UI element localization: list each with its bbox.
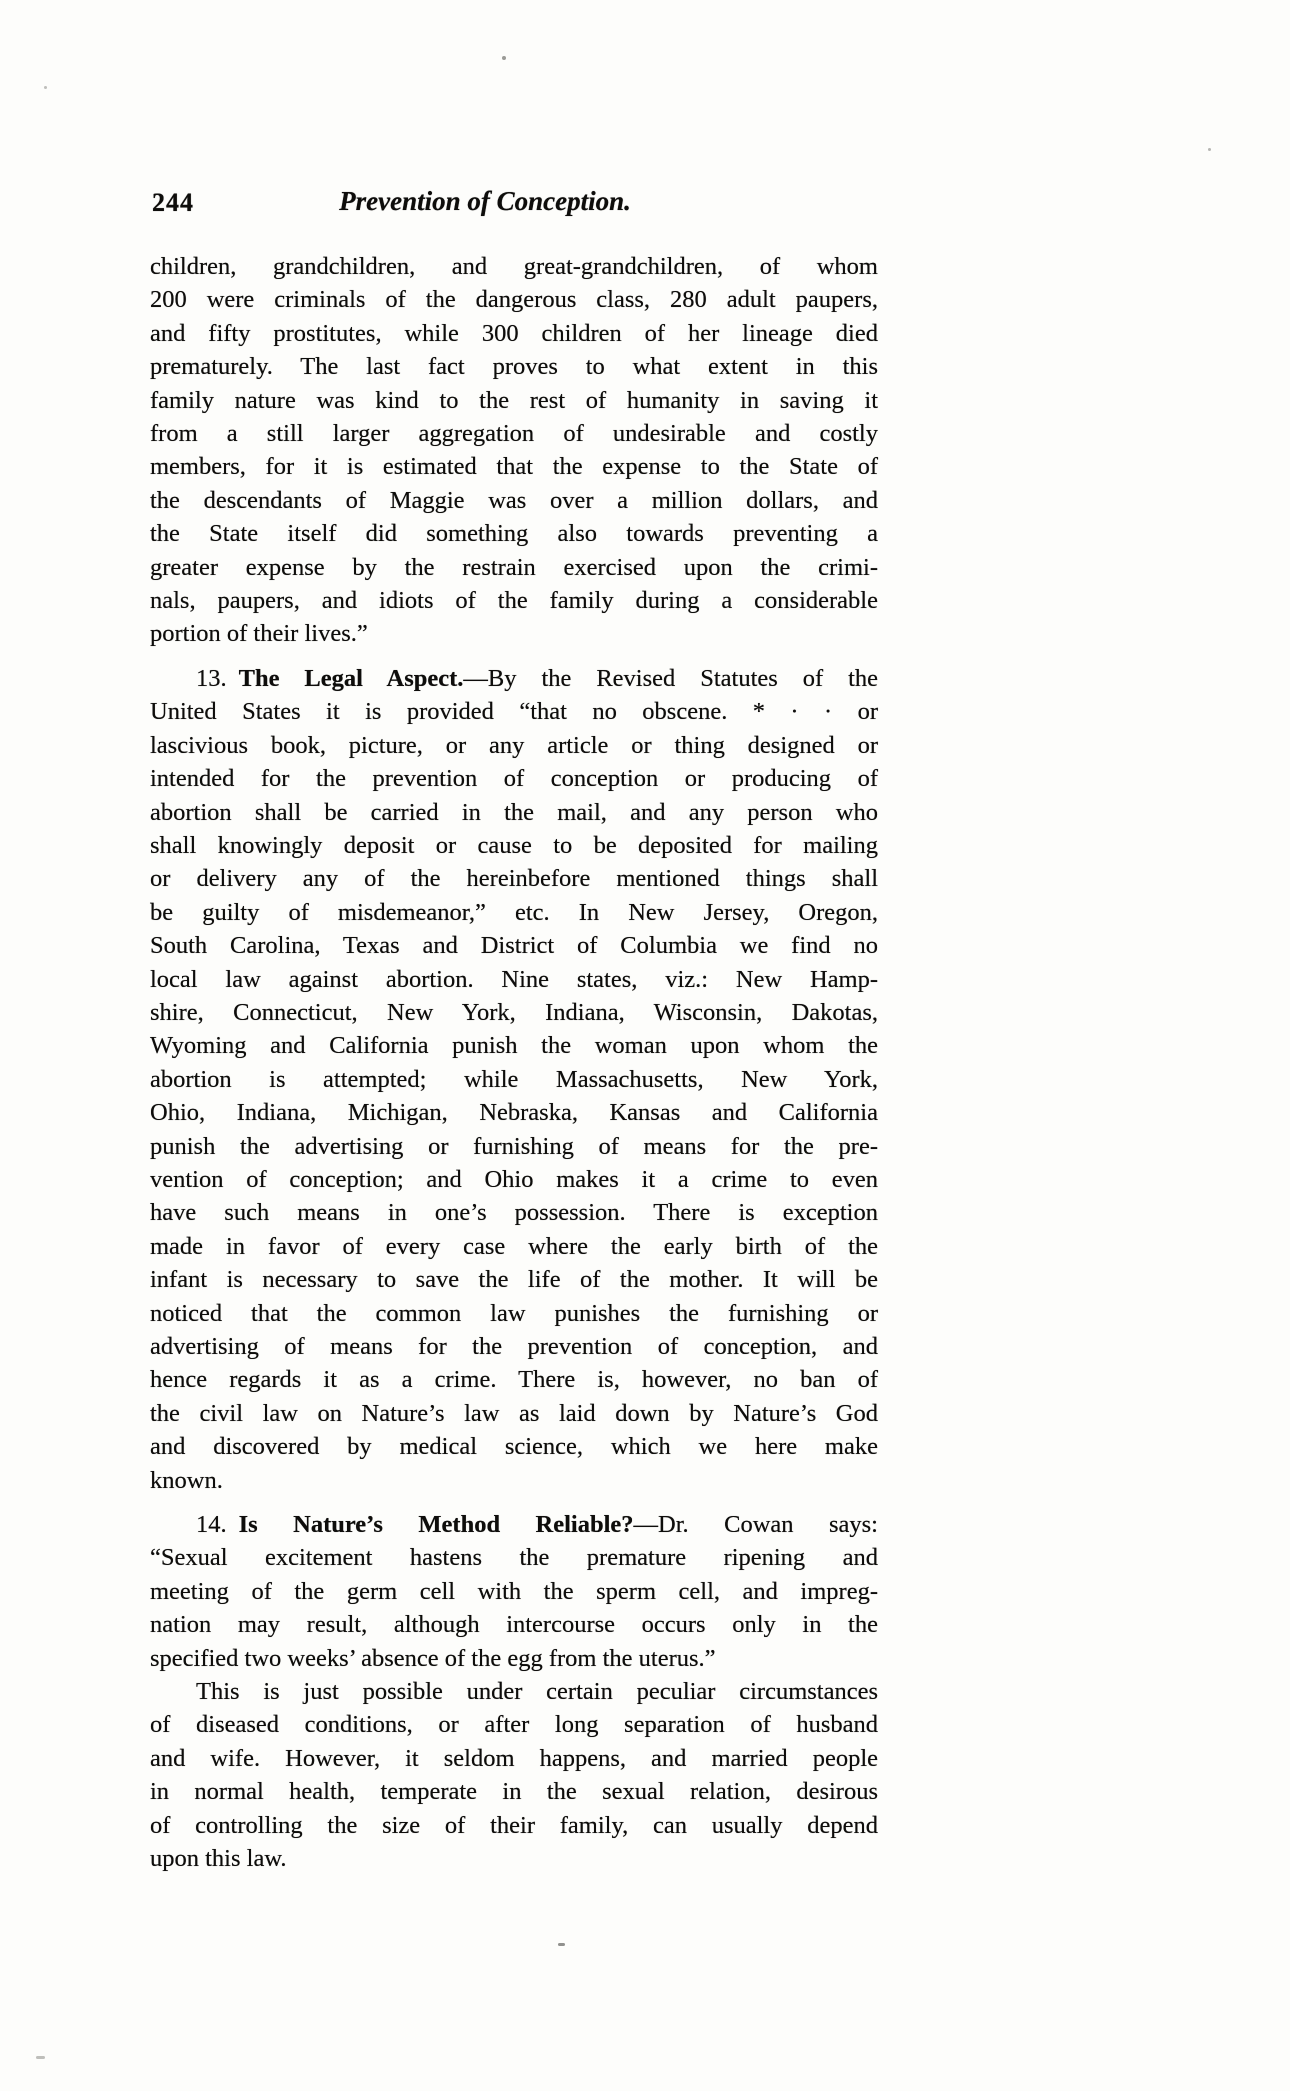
closing-paragraph [150, 1675, 878, 1875]
section-number: 14. [196, 1511, 227, 1539]
text-line: the civil law on Nature’s law as laid down by Nature’s God [150, 1399, 878, 1427]
text-line: local law against abortion. Nine states, viz.: New Hamp- [150, 965, 878, 993]
text-line: 200 were criminals of the dangerous class, 280 adult paupers, [150, 286, 878, 314]
page-content [150, 186, 878, 1876]
page-header [150, 186, 878, 224]
text-line: portion of their lives.” [150, 620, 368, 648]
text-line: and fifty prostitutes, while 300 children of her lineage died [150, 319, 878, 347]
text-line: of diseased conditions, or after long separation of husband [150, 1711, 878, 1739]
text-line: members, for it is estimated that the expense to the State of [150, 453, 878, 481]
text-line: shall knowingly deposit or cause to be deposited for mailing [150, 831, 878, 859]
section-heading-line [150, 662, 878, 695]
text-line: prematurely. The last fact proves to what extent in this [150, 353, 878, 381]
section-number: 13. [196, 664, 227, 692]
text-line: United States it is provided “that no obscene. * · · or [150, 698, 878, 726]
text-line: abortion is attempted; while Massachusetts, New York, [150, 1065, 878, 1093]
text-line: upon this law. [150, 1845, 287, 1873]
text-line: made in favor of every case where the early birth of the [150, 1232, 878, 1260]
page-number: 244 [152, 188, 194, 217]
text-line: abortion shall be carried in the mail, and any person who [150, 798, 878, 826]
scan-artifact [558, 1943, 565, 1946]
text-line: meeting of the germ cell with the sperm cell, and impreg- [150, 1577, 878, 1605]
section-heading-line [150, 1508, 878, 1541]
scan-artifact [44, 86, 47, 89]
scan-artifact [502, 56, 506, 60]
paragraph-continuation [150, 250, 878, 651]
section-title: Is Nature’s Method Reliable? [238, 1511, 634, 1539]
text-line: punish the advertising or furnishing of means for the pre- [150, 1132, 878, 1160]
text-line: the descendants of Maggie was over a million dollars, and [150, 486, 878, 514]
text-line: family nature was kind to the rest of humanity in saving it [150, 386, 878, 414]
text-line: Ohio, Indiana, Michigan, Nebraska, Kansas and California [150, 1099, 878, 1127]
text-line: of controlling the size of their family, can usually depend [150, 1811, 878, 1839]
text-line: greater expense by the restrain exercised upon the crimi- [150, 553, 878, 581]
text-line: intended for the prevention of conception or producing of [150, 765, 878, 793]
text-line: have such means in one’s possession. There is exception [150, 1199, 878, 1227]
text-line: and wife. However, it seldom happens, and married people [150, 1744, 878, 1772]
text-line: infant is necessary to save the life of the mother. It will be [150, 1266, 878, 1294]
text-line: in normal health, temperate in the sexual relation, desirous [150, 1778, 878, 1806]
text-line: from a still larger aggregation of undesirable and costly [150, 420, 878, 448]
text-line: lascivious book, picture, or any article or thing designed or [150, 731, 878, 759]
text-line: noticed that the common law punishes the furnishing or [150, 1299, 878, 1327]
text-line: be guilty of misdemeanor,” etc. In New Jersey, Oregon, [150, 898, 878, 926]
text-line: This is just possible under certain peculiar circumstances [196, 1678, 878, 1706]
scan-artifact [1208, 148, 1211, 151]
section-lead-text: —Dr. Cowan says: [633, 1511, 878, 1539]
text-line: vention of conception; and Ohio makes it a crime to even [150, 1165, 878, 1193]
text-line: hence regards it as a crime. There is, however, no ban of [150, 1366, 878, 1394]
text-line: the State itself did something also towards preventing a [150, 520, 878, 548]
text-line: children, grandchildren, and great-grandchildren, of whom [150, 253, 878, 280]
section-title: The Legal Aspect. [238, 664, 464, 692]
text-line: known. [150, 1466, 223, 1494]
text-line: Wyoming and California punish the woman upon whom the [150, 1032, 878, 1060]
text-line: specified two weeks’ absence of the egg from the uterus.” [150, 1644, 716, 1672]
scan-artifact [36, 2056, 45, 2059]
section-14-is-natures-method-reliable [150, 1508, 878, 1675]
text-line: nation may result, although intercourse occurs only in the [150, 1611, 878, 1639]
running-title: Prevention of Conception. [339, 186, 631, 216]
section-13-legal-aspect [150, 662, 878, 1497]
text-line: shire, Connecticut, New York, Indiana, Wisconsin, Dakotas, [150, 998, 878, 1026]
text-line: “Sexual excitement hastens the premature ripening and [150, 1544, 878, 1572]
text-line: South Carolina, Texas and District of Columbia we find no [150, 932, 878, 960]
text-line: nals, paupers, and idiots of the family during a considerable [150, 587, 878, 615]
section-lead-text: —By the Revised Statutes of the [463, 664, 879, 692]
text-line: advertising of means for the prevention of conception, and [150, 1333, 878, 1360]
text-line: or delivery any of the hereinbefore mentioned things shall [150, 865, 878, 893]
text-line: and discovered by medical science, which we here make [150, 1433, 878, 1461]
